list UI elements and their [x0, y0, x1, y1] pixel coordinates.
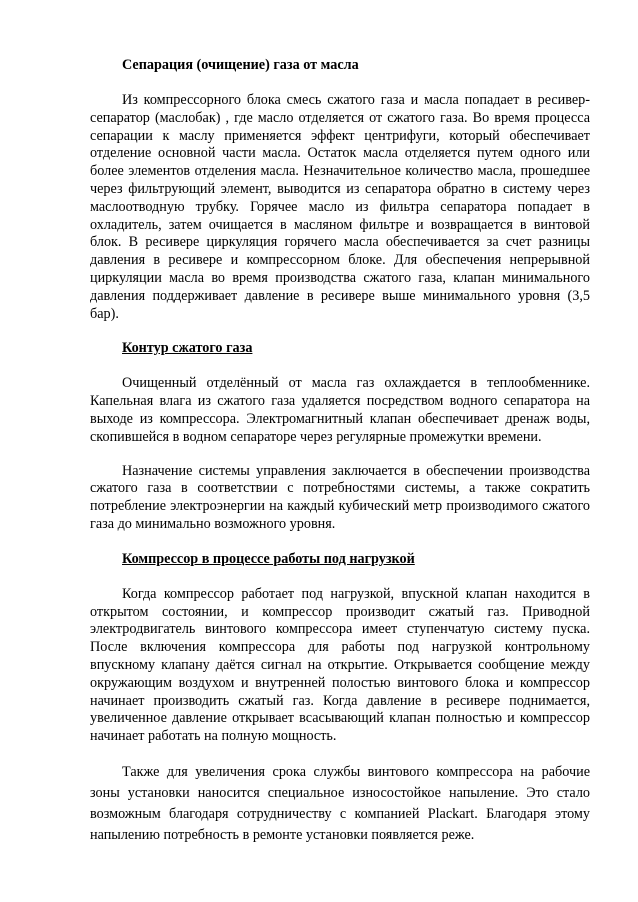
section-heading-compressed-gas-circuit: Контур сжатого газа [122, 340, 253, 357]
paragraph-gas-cooling: Очищенный отделённый от масла газ охлаждается в теплообменнике. Капельная влага из сжатого газа удаляется посредством водного сепаратора на выходе из компрессора. Электромагнитный клапан обеспечивает дренаж воды, скопившейся в водном сепараторе через регулярные промежутки времени. [90, 375, 590, 445]
section-heading-compressor-under-load: Компрессор в процессе работы под нагрузкой [122, 550, 415, 567]
paragraph-oil-separation: Из компрессорного блока смесь сжатого газа и масла попадает в ресивер-сепаратор (маслобак) , где масло отделяется от сжатого газа. Во время процесса сепарации к маслу применяется эффект центрифуги, который обеспечивает отделение основной части масла. Остаток масла отделяется путем одного или более элементов отделения масла. Незначительное количество масла, прошедшее через фильтрующий элемент, выводится из сепаратора обратно в систему через маслоотводную трубку. Горячее масло из фильтра сепаратора попадает в охладитель, затем очищается в масляном фильтре и возвращается в винтовой блок. В ресивере циркуляция горячего масла обеспечивается за счет разницы давления в ресивере и компрессорном блоке. Для обеспечения непрерывной циркуляции масла во время производства сжатого газа, клапан минимального давления поддерживает давление в ресивере выше минимального уровня (3,5 бар). [90, 92, 590, 322]
paragraph-wear-coating: Также для увеличения срока службы винтового компрессора на рабочие зоны установки наносится специальное износостойкое напыление. Это стало возможным благодаря сотрудничеству с компанией Plackart. Благодаря этому напылению потребность в ремонте установки появляется реже. [90, 763, 590, 843]
section-heading-oil-separation: Сепарация (очищение) газа от масла [122, 57, 359, 73]
document-page [90, 56, 590, 846]
paragraph-load-operation: Когда компрессор работает под нагрузкой, впускной клапан находится в открытом состоянии, и компрессор производит сжатый газ. Приводной электродвигатель винтового компрессора имеет ступенчатую систему пуска. После включения компрессора для работы под нагрузкой контрольному впускному клапану даётся сигнал на открытие. Открывается сообщение между окружающим воздухом и внутренней полостью винтового блока и компрессор начинает производить сжатый газ. Когда давление в ресивере поднимается, увеличенное давление открывает всасывающий клапан полностью и компрессор начинает работать на полную мощность. [90, 585, 590, 745]
paragraph-control-system: Назначение системы управления заключается в обеспечении производства сжатого газа в соответствии с потребностями системы, а также сократить потребление электроэнергии на каждый кубический метр производимого сжатого газа до минимально возможного уровня. [90, 462, 590, 532]
